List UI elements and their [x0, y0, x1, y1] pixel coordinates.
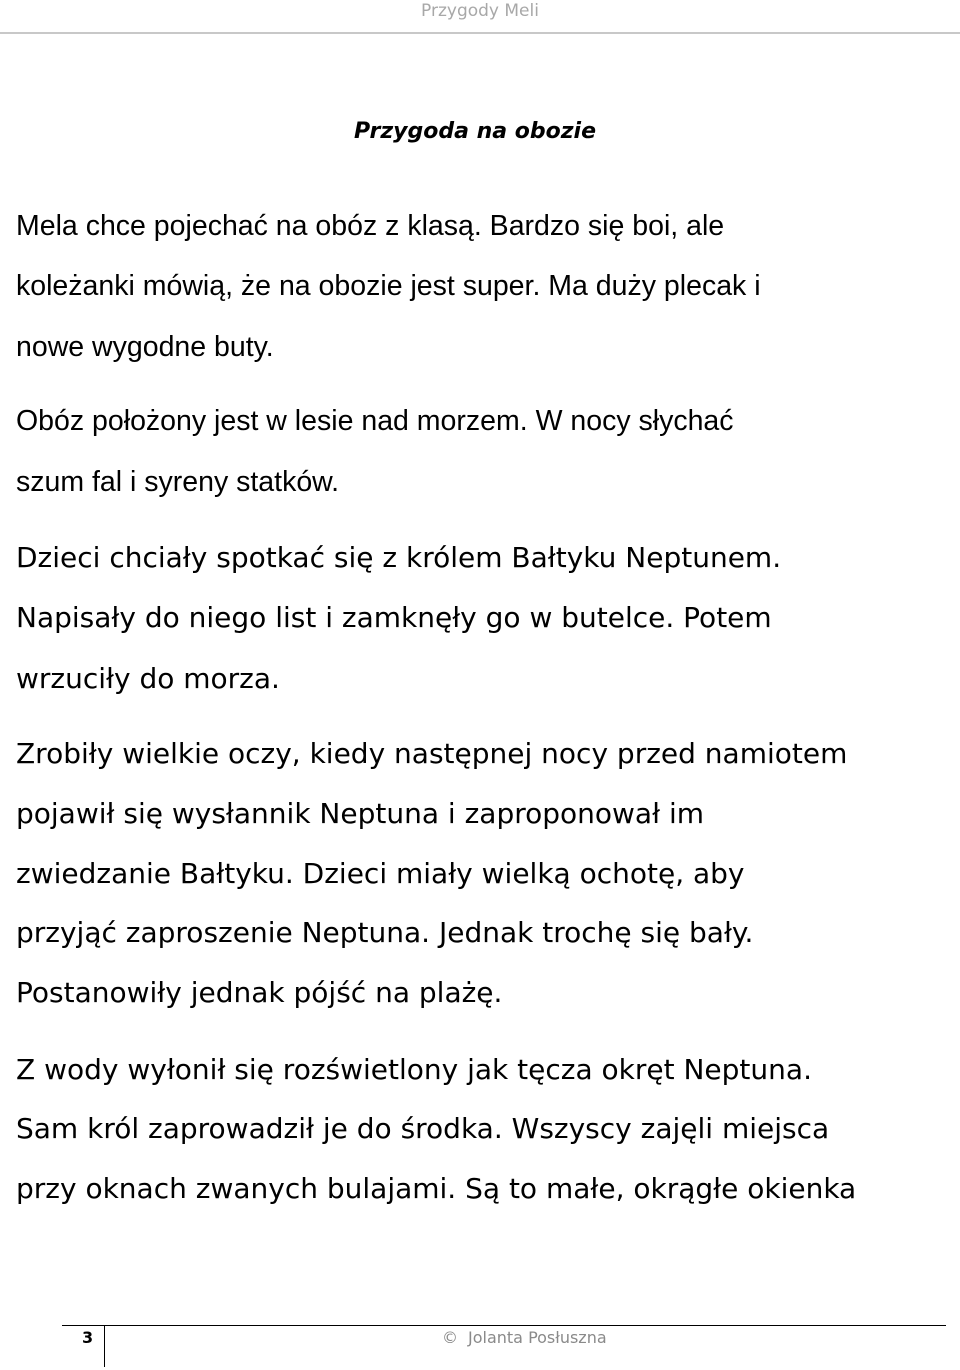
paragraph-line: pojawił się wysłannik Neptuna i zaproponował im [16, 797, 704, 830]
paragraph-line: Postanowiły jednak pójść na plażę. [16, 976, 503, 1009]
paragraph-line: Mela chce pojechać na obóz z klasą. Bardzo się boi, ale [16, 210, 725, 242]
page-number: 3 [82, 1328, 94, 1347]
page-header [0, 0, 960, 34]
paragraph-line: nowe wygodne buty. [16, 331, 274, 363]
paragraph-line: Obóz położony jest w lesie nad morzem. W nocy słychać [16, 405, 734, 437]
paragraph-line: Napisały do niego list i zamknęły go w butelce. Potem [16, 601, 772, 634]
copyright-icon: © [442, 1328, 458, 1347]
paragraph-line: zwiedzanie Bałtyku. Dzieci miały wielką ochotę, aby [16, 857, 745, 890]
paragraph-line: przy oknach zwanych bulajami. Są to małe, okrągłe okienka [16, 1172, 857, 1205]
paragraph-line: Dzieci chciały spotkać się z królem Bałtyku Neptunem. [16, 541, 782, 574]
footer-divider [62, 1325, 946, 1326]
paragraph-line: Sam król zaprowadził je do środka. Wszyscy zajęli miejsca [16, 1112, 830, 1145]
footer-copyright [442, 1328, 607, 1348]
footer-separator [104, 1325, 105, 1367]
story-title: Przygoda na obozie [354, 119, 596, 144]
footer-author: Jolanta Posłuszna [468, 1328, 607, 1347]
paragraph-line: koleżanki mówią, że na obozie jest super. Ma duży plecak i [16, 270, 761, 302]
paragraph-line: wrzuciły do morza. [16, 662, 280, 695]
paragraph-line: szum fal i syreny statków. [16, 466, 340, 498]
paragraph-line: Z wody wyłonił się rozświetlony jak tęcza okręt Neptuna. [16, 1053, 812, 1086]
paragraph-line: Zrobiły wielkie oczy, kiedy następnej nocy przed namiotem [16, 737, 848, 770]
running-title: Przygody Meli [421, 1, 539, 21]
paragraph-line: przyjąć zaproszenie Neptuna. Jednak trochę się bały. [16, 916, 754, 949]
